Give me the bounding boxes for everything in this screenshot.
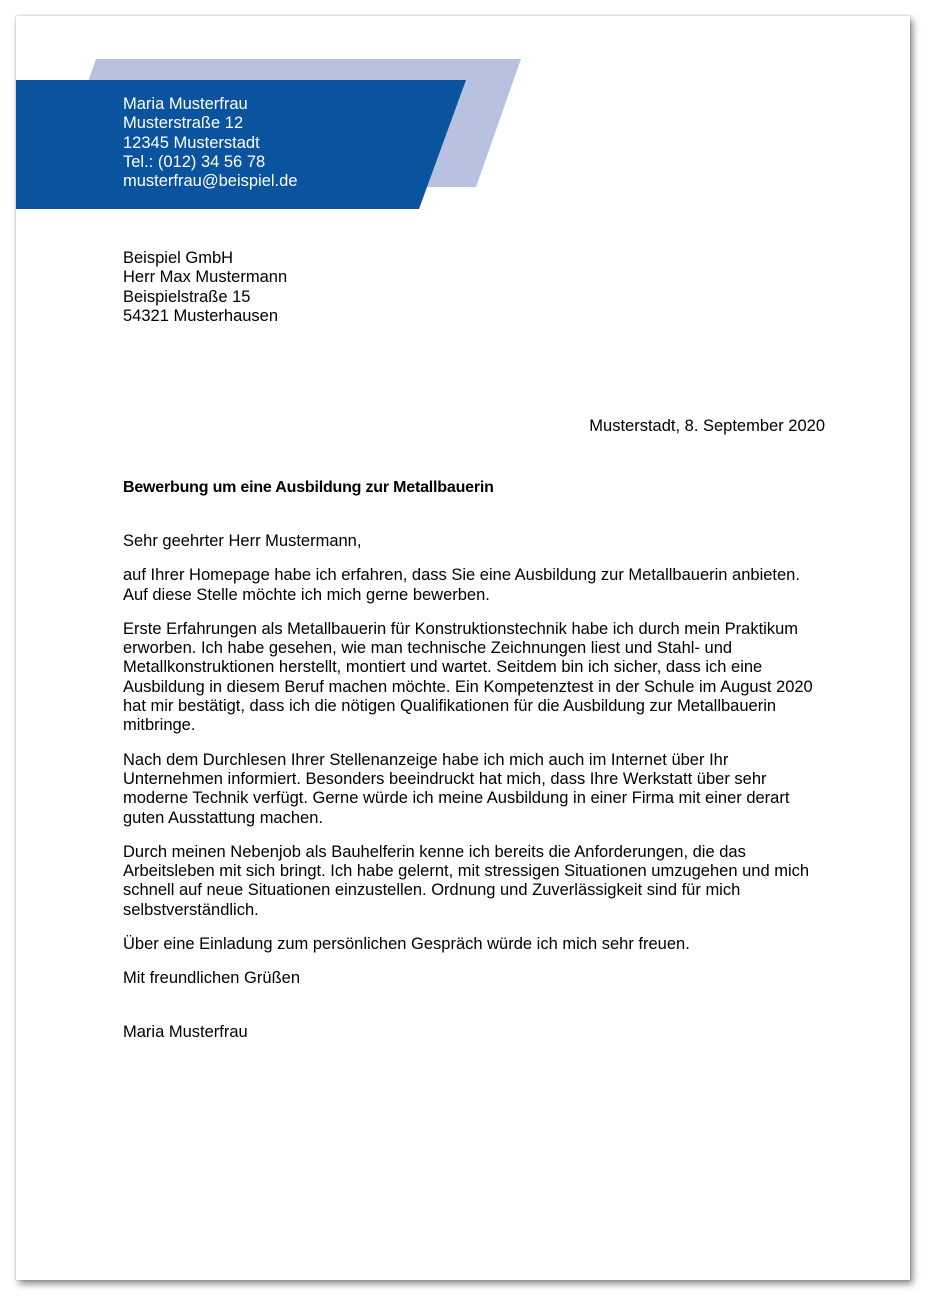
recipient-company: Beispiel GmbH xyxy=(123,249,234,267)
sender-phone: Tel.: (012) 34 56 78 xyxy=(123,152,266,171)
paragraph: Durch meinen Nebenjob als Bauhelferin kenne ich bereits die Anforderungen, die das Arbeitsleben mit sich bringt. Ich habe gelernt, mit stressigen Situationen umzugehen und mich schnell auf neue Situationen einzustellen. Ordnung und Zuverlässigkeit sind für mich selbstverständlich. xyxy=(123,842,810,919)
sender-address xyxy=(123,95,298,191)
recipient-address xyxy=(123,249,287,326)
paragraph: Über eine Einladung zum persönlichen Gespräch würde ich mich sehr freuen. xyxy=(123,935,690,954)
sender-city: 12345 Musterstadt xyxy=(123,133,260,152)
letter-date: Musterstadt, 8. September 2020 xyxy=(589,417,825,435)
paragraph: Erste Erfahrungen als Metallbauerin für Konstruktionstechnik habe ich durch mein Praktikum erworben. Ich habe gesehen, wie man technische Zeichnungen liest und Stahl- und Metallkonstruktionen herstellt, montiert und wartet. Seitdem bin ich sicher, dass ich eine Ausbildung in diesem Beruf machen möchte. Ein Kompetenztest in der Schule im August 2020 hat mir bestätigt, dass ich die nötigen Qualifikationen für die Ausbildung zur Metallbauerin mitbringe. xyxy=(123,619,813,735)
salutation: Sehr geehrter Herr Mustermann, xyxy=(123,532,362,550)
letter-subject: Bewerbung um eine Ausbildung zur Metallbauerin xyxy=(123,479,494,496)
closing: Mit freundlichen Grüßen xyxy=(123,969,300,988)
recipient-city: 54321 Musterhausen xyxy=(123,306,279,325)
paragraph: Nach dem Durchlesen Ihrer Stellenanzeige habe ich mich auch im Internet über Ihr Unternehmen informiert. Besonders beeindruckt hat mich, dass Ihre Werkstatt über sehr moderne Technik verfügt. Gerne würde ich meine Ausbildung in einer Firma mit einer derart guten Ausstattung machen. xyxy=(123,750,790,827)
recipient-person: Herr Max Mustermann xyxy=(123,268,288,287)
sender-name: Maria Musterfrau xyxy=(123,95,248,113)
signature: Maria Musterfrau xyxy=(123,1022,248,1041)
sender-street: Musterstraße 12 xyxy=(123,114,244,133)
paragraph: auf Ihrer Homepage habe ich erfahren, dass Sie eine Ausbildung zur Metallbauerin anbieten. Auf diese Stelle möchte ich mich gerne bewerben. xyxy=(123,566,800,604)
recipient-street: Beispielstraße 15 xyxy=(123,287,251,306)
letter-body xyxy=(123,532,828,1057)
sender-email: musterfrau@beispiel.de xyxy=(123,172,298,191)
letter-page xyxy=(16,16,910,1280)
